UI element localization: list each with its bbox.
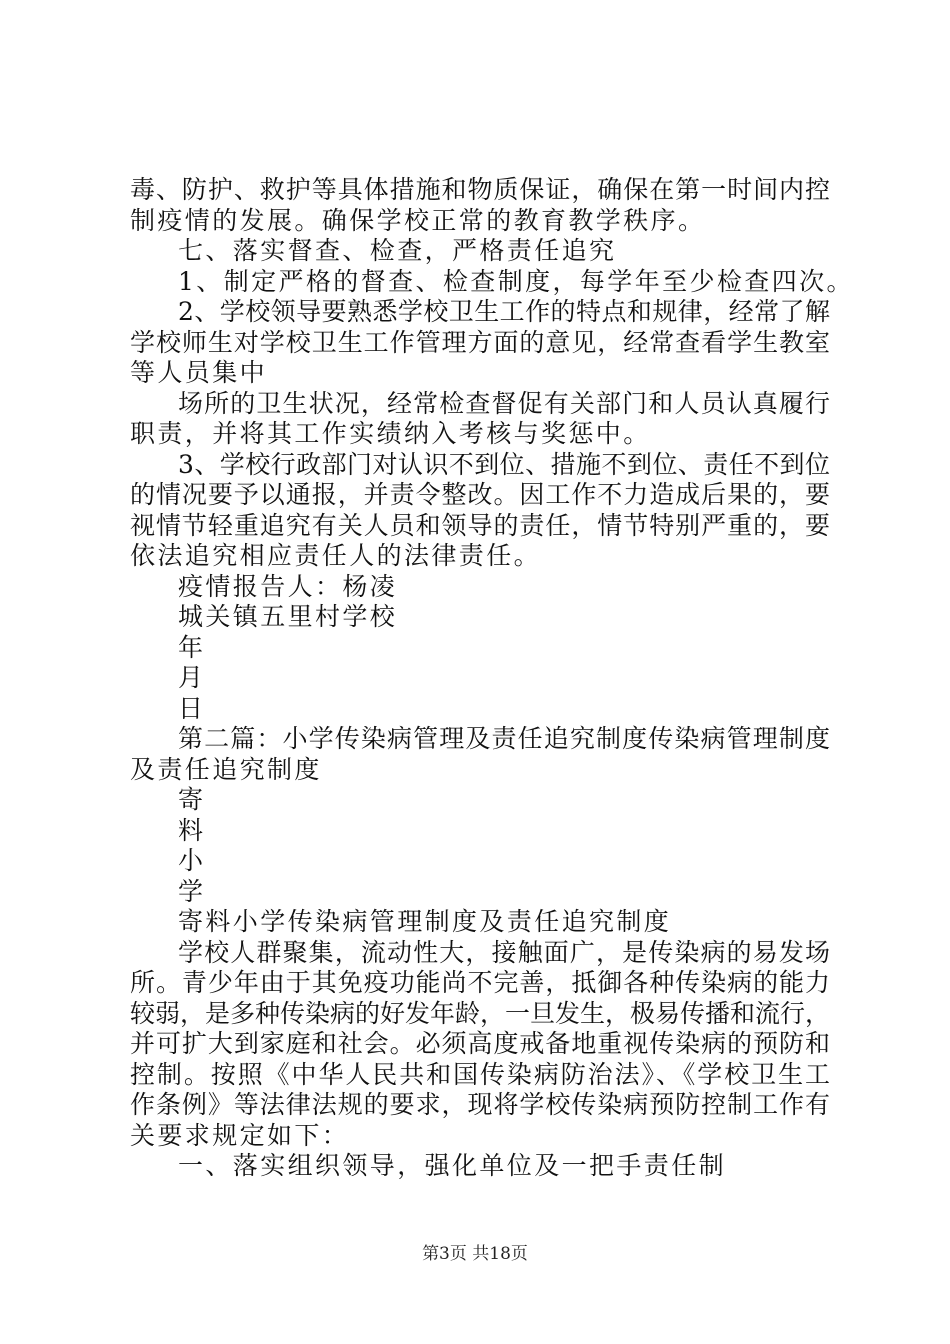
text-line: 职责，并将其工作实绩纳入考核与奖惩中。 (130, 419, 651, 448)
text-line: 所。青少年由于其免疫功能尚不完善，抵御各种传染病的能力 (130, 968, 830, 997)
text-line: 较弱，是多种传染病的好发年龄，一旦发生，极易传播和流行， (130, 998, 830, 1028)
text-line: 学校师生对学校卫生工作管理方面的意见，经常查看学生教室 (130, 327, 830, 357)
text-line: 3、学校行政部门对认识不到位、措施不到位、责任不到位 (178, 449, 830, 479)
text-line: 关要求规定如下： (130, 1120, 350, 1150)
text-line: 1、制定严格的督查、检查制度，每学年至少检查四次。 (178, 266, 854, 296)
text-line: 的情况要予以通报，并责令整改。因工作不力造成后果的，要 (130, 480, 830, 509)
text-line: 视情节轻重追究有关人员和领导的责任，情节特别严重的，要 (130, 510, 830, 540)
text-line: 月 (178, 663, 206, 692)
text-line: 控制。按照《中华人民共和国传染病防治法》、《学校卫生工 (130, 1059, 830, 1089)
text-line: 城关镇五里村学校 (178, 602, 398, 631)
text-line: 制疫情的发展。确保学校正常的教育教学秩序。 (130, 205, 706, 235)
document-body (130, 175, 854, 1182)
text-line: 第二篇：小学传染病管理及责任追究制度传染病管理制度 (178, 724, 830, 753)
text-line: 及责任追究制度 (130, 754, 322, 784)
page-footer: 第3页 共18页 (422, 1244, 528, 1264)
text-line: 疫情报告人：杨凌 (178, 571, 398, 601)
text-line: 依法追究相应责任人的法律责任。 (130, 541, 542, 570)
text-line: 作条例》等法律法规的要求，现将学校传染病预防控制工作有 (130, 1090, 830, 1119)
text-line: 七、落实督查、检查，严格责任追究 (178, 236, 617, 265)
text-line: 日 (178, 693, 206, 723)
text-line: 寄料小学传染病管理制度及责任追究制度 (178, 907, 672, 936)
text-line: 寄 (178, 785, 206, 814)
text-line: 等人员集中 (130, 358, 268, 387)
text-line: 料 (178, 815, 206, 845)
text-line: 学 (178, 876, 206, 906)
text-line: 2、学校领导要熟悉学校卫生工作的特点和规律，经常了解 (178, 297, 830, 326)
text-line: 学校人群聚集，流动性大，接触面广，是传染病的易发场 (178, 937, 830, 967)
text-line: 小 (178, 846, 206, 875)
text-line: 年 (178, 632, 206, 662)
text-line: 毒、防护、救护等具体措施和物质保证，确保在第一时间内控 (130, 175, 830, 204)
text-line: 并可扩大到家庭和社会。必须高度戒备地重视传染病的预防和 (130, 1029, 830, 1058)
text-line: 场所的卫生状况，经常检查督促有关部门和人员认真履行 (178, 388, 830, 418)
text-line: 一、落实组织领导，强化单位及一把手责任制 (178, 1151, 727, 1180)
